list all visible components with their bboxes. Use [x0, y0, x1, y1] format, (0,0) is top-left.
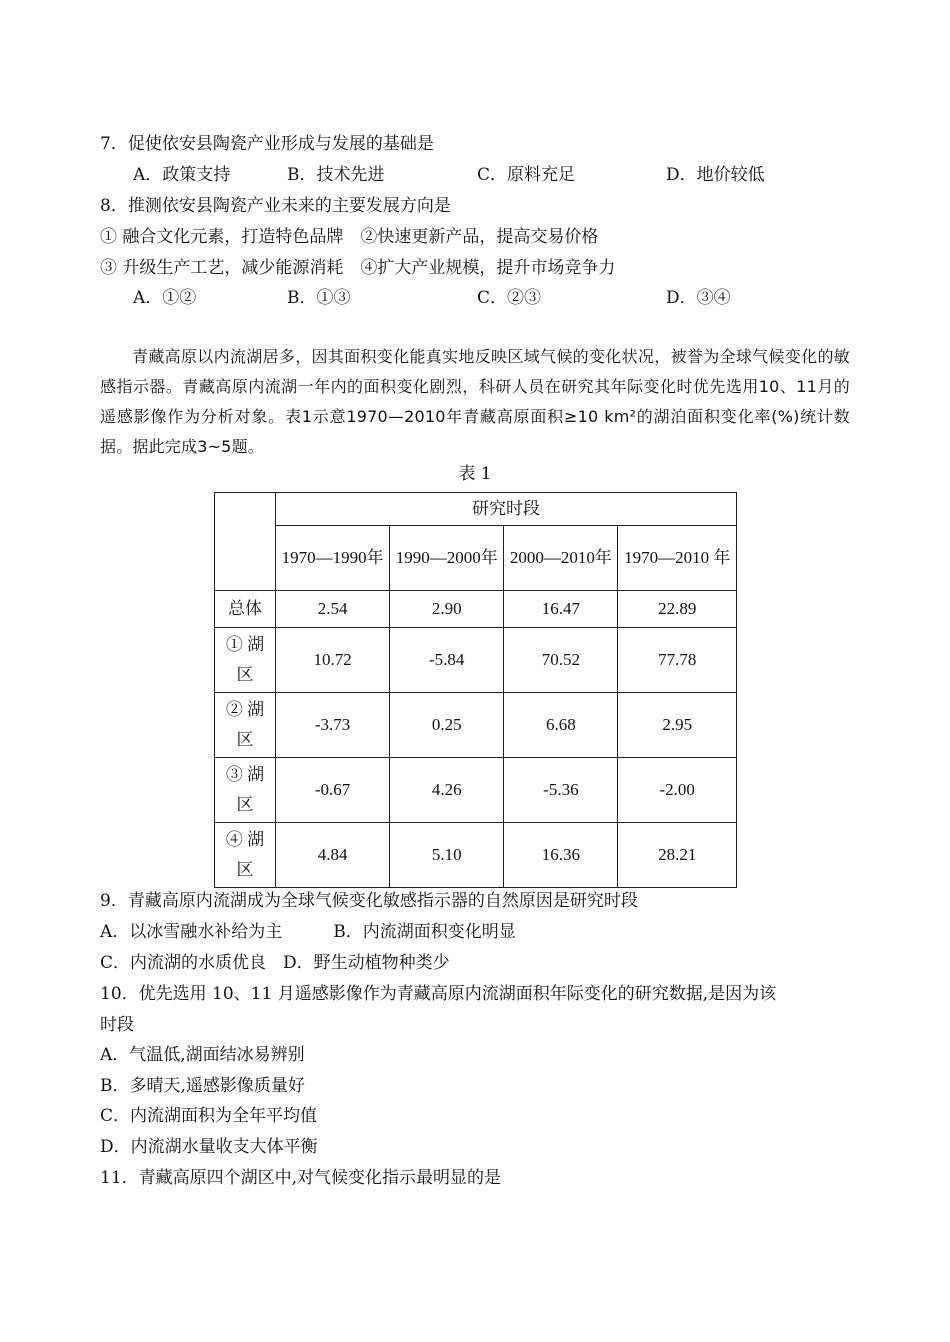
table-cell: -5.36	[504, 758, 618, 823]
q8-option-a: A．①②	[133, 288, 197, 308]
table-group-header: 研究时段	[276, 493, 737, 526]
table-cell: -2.00	[618, 758, 737, 823]
table-row	[215, 591, 737, 628]
q8-items-line1: ① 融合文化元素，打造特色品牌 ②快速更新产品，提高交易价格	[100, 227, 599, 247]
table-cell: 6.68	[504, 693, 618, 758]
q10-stem-line2: 时段	[100, 1015, 134, 1035]
q8-option-b: B．①③	[287, 288, 351, 308]
q7-option-b: B．技术先进	[287, 165, 385, 185]
q8-stem: 8．推测依安县陶瓷产业未来的主要发展方向是	[100, 196, 451, 216]
table-cell: 16.47	[504, 591, 618, 628]
q8-option-c: C．②③	[477, 288, 542, 308]
table-cell: 28.21	[618, 823, 737, 888]
table-corner-cell	[215, 493, 276, 591]
table-cell: 0.25	[390, 693, 504, 758]
table-row	[215, 628, 737, 693]
q11-stem: 11．青藏高原四个湖区中,对气候变化指示最明显的是	[100, 1168, 502, 1188]
column-header: 1990—2000年	[390, 526, 504, 591]
row-label: ① 湖区	[215, 628, 276, 693]
q10-option-c: C．内流湖面积为全年平均值	[100, 1106, 318, 1126]
table-row	[215, 693, 737, 758]
column-header: 1970—1990年	[276, 526, 390, 591]
q7-option-d: D．地价较低	[666, 165, 765, 185]
table-cell: 77.78	[618, 628, 737, 693]
q10-stem-line1: 10．优先选用 10、11 月遥感影像作为青藏高原内流湖面积年际变化的研究数据,是因为该	[100, 984, 777, 1004]
row-label: ③ 湖区	[215, 758, 276, 823]
row-label: 总体	[215, 591, 276, 628]
table-cell: -3.73	[276, 693, 390, 758]
table-cell: 16.36	[504, 823, 618, 888]
table-caption: 表 1	[458, 464, 492, 484]
table-cell: 70.52	[504, 628, 618, 693]
table-cell: 2.95	[618, 693, 737, 758]
q8-items-line2: ③ 升级生产工艺，减少能源消耗 ④扩大产业规模，提升市场竞争力	[100, 258, 616, 278]
table-cell: -5.84	[390, 628, 504, 693]
table-cell: 4.26	[390, 758, 504, 823]
lake-area-change-table	[214, 492, 737, 888]
q8-option-d: D．③④	[666, 288, 731, 308]
table-cell: 22.89	[618, 591, 737, 628]
row-label: ④ 湖区	[215, 823, 276, 888]
q9-options-line1: A．以冰雪融水补给为主 B．内流湖面积变化明显	[100, 922, 516, 942]
table-row	[215, 758, 737, 823]
reading-passage: 青藏高原以内流湖居多，因其面积变化能真实地反映区域气候的变化状况，被誉为全球气候变化的敏感指示器。青藏高原内流湖一年内的面积变化剧烈，科研人员在研究其年际变化时优先选用10、11月的遥感影像作为分析对象。表1示意1970—2010年青藏高原面积≥10 km²的湖泊面积变化率(%)统计数据。据此完成3~5题。	[100, 347, 850, 456]
table-cell: -0.67	[276, 758, 390, 823]
table-cell: 5.10	[390, 823, 504, 888]
row-label: ② 湖区	[215, 693, 276, 758]
q10-option-d: D．内流湖水量收支大体平衡	[100, 1137, 318, 1157]
q9-options-line2: C．内流湖的水质优良 D．野生动植物种类少	[100, 953, 450, 973]
table-cell: 2.54	[276, 591, 390, 628]
column-header: 2000—2010年	[504, 526, 618, 591]
q10-option-a: A．气温低,湖面结冰易辨别	[100, 1045, 305, 1065]
q10-option-b: B．多晴天,遥感影像质量好	[100, 1076, 305, 1096]
q9-stem: 9．青藏高原内流湖成为全球气候变化敏感指示器的自然原因是研究时段	[100, 891, 638, 911]
q7-option-c: C．原料充足	[477, 165, 576, 185]
q7-stem: 7．促使依安县陶瓷产业形成与发展的基础是	[100, 134, 434, 154]
column-header: 1970—2010 年	[618, 526, 737, 591]
table-cell: 2.90	[390, 591, 504, 628]
table-cell: 4.84	[276, 823, 390, 888]
table-cell: 10.72	[276, 628, 390, 693]
q7-option-a: A．政策支持	[133, 165, 231, 185]
table-row	[215, 823, 737, 888]
